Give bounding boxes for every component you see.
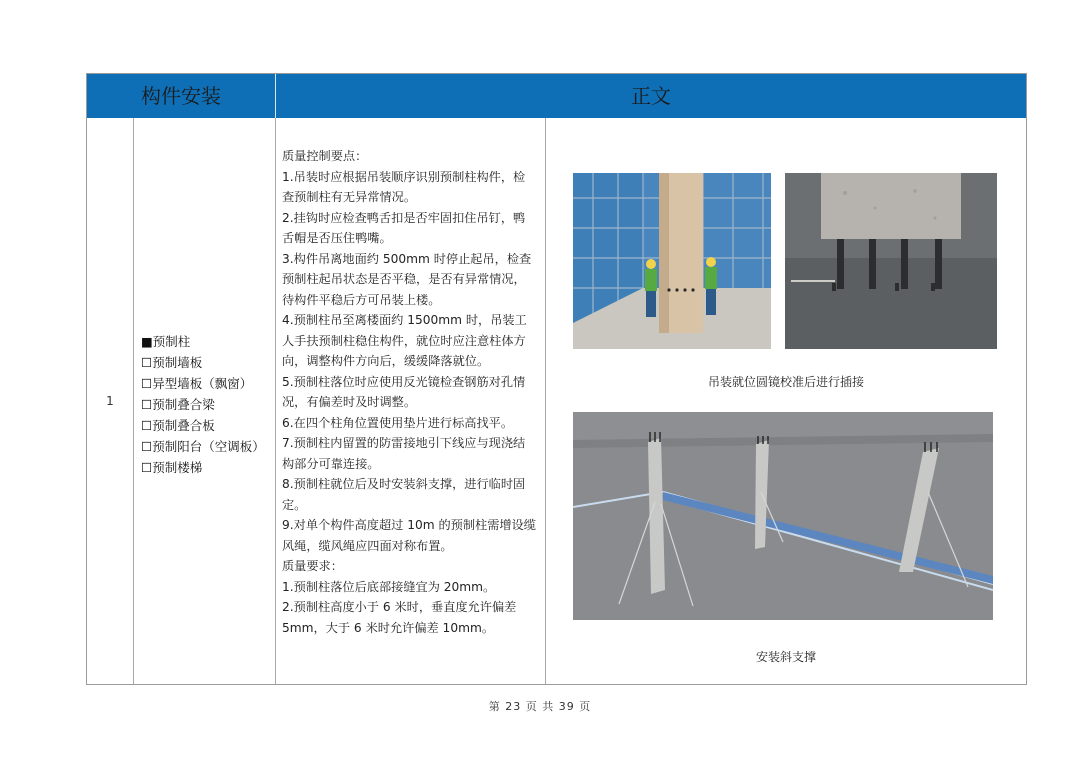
- text-item: 3.构件吊离地面约 500mm 时停止起吊，检查预制柱起吊状态是否平稳，是否有异常情况，待构件平稳后方可吊装上楼。: [282, 251, 532, 307]
- image-column-base-alignment: [785, 173, 997, 349]
- quality-control-text: [282, 146, 537, 638]
- column-divider: [545, 118, 546, 684]
- image-diagonal-braces: [573, 412, 993, 620]
- type-composite-slab: ☐预制叠合板: [141, 418, 215, 433]
- text-item: 4.预制柱吊至离楼面约 1500mm 时，吊装工人手扶预制柱稳住构件，就位时应注意柱体方向，调整构件方向后，缓缓降落就位。: [282, 313, 527, 368]
- text-item: 2.挂钩时应检查鸭舌扣是否牢固扣住吊钉，鸭舌帽是否压住鸭嘴。: [282, 210, 526, 245]
- text-item: 6.在四个柱角位置使用垫片进行标高找平。: [282, 415, 514, 430]
- text-item: 5.预制柱落位时应使用反光镜检查钢筋对孔情况，有偏差时及时调整。: [282, 374, 526, 409]
- table-header: [87, 74, 1026, 118]
- caption-image-1: 吊装就位圆镜校准后进行插接: [707, 375, 864, 389]
- header-main-text: 正文: [631, 84, 671, 108]
- text-item: 2.预制柱高度小于 6 米时，垂直度允许偏差 5mm，大于 6 米时允许偏差 10mm。: [282, 600, 517, 635]
- text-item: 8.预制柱就位后及时安装斜支撑，进行临时固定。: [282, 477, 526, 512]
- component-type-list: [141, 331, 265, 478]
- text-item: 1.吊装时应根据吊装顺序识别预制柱构件，检查预制柱有无异常情况。: [282, 169, 526, 204]
- row-number: 1: [106, 394, 114, 408]
- construction-table: [86, 73, 1027, 685]
- type-precast-column: ■预制柱: [141, 334, 191, 349]
- header-component-install: 构件安装: [141, 84, 221, 108]
- caption-image-2: 安装斜支撑: [755, 650, 816, 664]
- type-precast-wall: ☐预制墙板: [141, 355, 203, 370]
- type-special-wall: ☐异型墙板（飘窗）: [141, 376, 253, 391]
- text-item: 1.预制柱落位后底部接缝宜为 20mm。: [282, 579, 496, 594]
- text-item: 7.预制柱内留置的防雷接地引下线应与现浇结构部分可靠连接。: [282, 436, 526, 471]
- type-stair: ☐预制楼梯: [141, 460, 203, 475]
- type-balcony: ☐预制阳台（空调板）: [141, 439, 265, 454]
- column-divider: [275, 118, 276, 684]
- page-number-footer: 第 23 页 共 39 页: [488, 700, 592, 713]
- text-item: 9.对单个构件高度超过 10m 的预制柱需增设缆风绳，缆风绳应四面对称布置。: [282, 518, 536, 553]
- image-hoisting-workers: [573, 173, 771, 349]
- text-heading-control: 质量控制要点：: [282, 149, 368, 163]
- type-composite-beam: ☐预制叠合梁: [141, 397, 215, 412]
- column-divider: [133, 118, 134, 684]
- text-heading-requirements: 质量要求：: [282, 559, 343, 573]
